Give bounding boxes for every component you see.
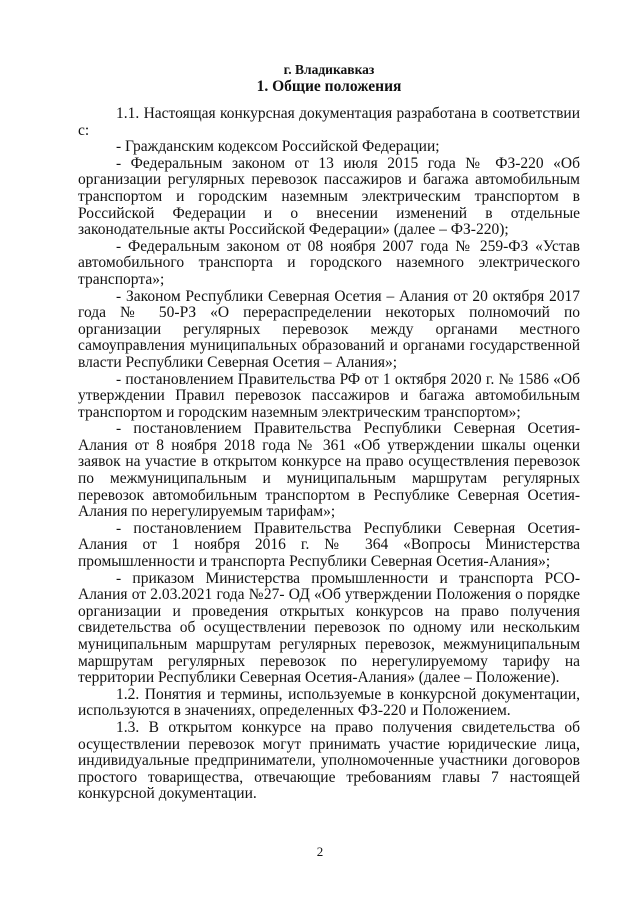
- list-item-republic-decree-364: - постановлением Правительства Республики Северная Осетия-Алания от 1 ноября 2016 г. № 364 «Вопросы Министерства промышленности и транспорта Республики Северная Осетия-Алания»;: [78, 519, 580, 571]
- list-item-federal-law-259: - Федеральным законом от 08 ноября 2007 года № 259-ФЗ «Устав автомобильного транспорта и городского наземного электрического транспорта»;: [78, 237, 580, 288]
- list-item-government-decree-1586: - постановлением Правительства РФ от 1 октября 2020 г. № 1586 «Об утверждении Правил перевозок пассажиров и багажа автомобильным транспортом и городским наземным электрическим транспортом»;: [78, 370, 580, 421]
- section-title: 1. Общие положения: [256, 78, 402, 95]
- list-item-federal-law-220: - Федеральным законом от 13 июля 2015 года № ФЗ-220 «Об организации регулярных перевозок пассажиров и багажа автомобильным транспортом и городским наземным электрическим транспортом в Российской Федерации и о внесении изменений в отдельные законодательные акты Российской Федерации» (далее – ФЗ-220);: [78, 154, 580, 239]
- paragraph-1-1: 1.1. Настоящая конкурсная документация разработана в соответствии с:: [78, 105, 580, 139]
- document-city: г. Владикавказ: [283, 62, 375, 77]
- list-item-republic-decree-361: - постановлением Правительства Республики Северная Осетия-Алания от 8 ноября 2018 года № 361 «Об утверждении шкалы оценки заявок на участие в открытом конкурсе на право осуществления перевозок по межмуниципальным и муниципальным маршрутам регулярных перевозок автомобильным транспортом в Республике Северная Осетия-Алания по нерегулируемым тарифам»;: [78, 420, 580, 521]
- list-item-regional-law-50: - Законом Республики Северная Осетия – Алания от 20 октября 2017 года № 50-РЗ «О перераспределении некоторых полномочий по организации регулярных перевозок между органами местного самоуправления муниципальных образований и органами государственной власти Республики Северная Осетия – Алания»;: [78, 287, 580, 371]
- document-page: [78, 62, 580, 803]
- paragraph-1-3: 1.3. В открытом конкурсе на право получения свидетельства об осуществлении перевозок могут принимать участие юридические лица, индивидуальные предприниматели, уполномоченные участники договоров простого товарищества, отвечающие требованиям главы 7 настоящей конкурсной документации.: [78, 718, 580, 803]
- paragraph-1-2: 1.2. Понятия и термины, используемые в конкурсной документации, используются в значениях, определенных ФЗ-220 и Положением.: [78, 685, 580, 720]
- page-number: 2: [316, 844, 324, 859]
- list-item-ministry-order-27: - приказом Министерства промышленности и транспорта РСО-Алания от 2.03.2021 года №27- ОД «Об утверждении Положения о порядке организации и проведения открытых конкурсов на право получения свидетельства об осуществлении перевозок по одному или нескольким муниципальным маршрутам регулярных перевозок, межмуниципальным маршрутам регулярных перевозок по нерегулируемому тарифу на территории Республики Северная Осетия-Алания» (далее – Положение).: [78, 569, 580, 687]
- list-item-civil-code: - Гражданским кодексом Российской Федерации;: [116, 138, 440, 156]
